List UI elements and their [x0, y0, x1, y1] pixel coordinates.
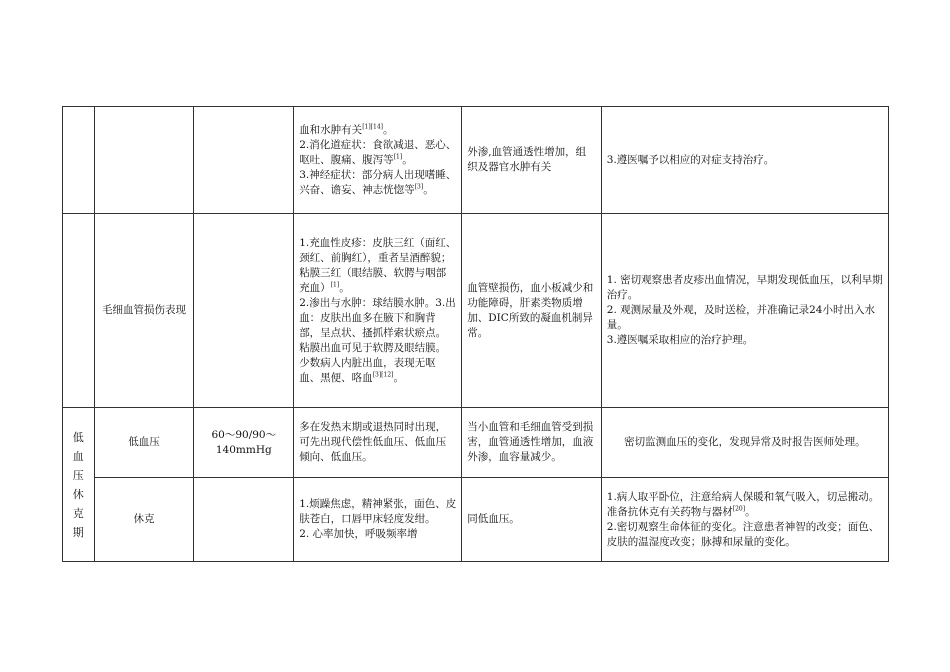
- symptom-line: 血和水肿有关[1][14]。: [299, 123, 394, 136]
- symptoms-cell: [294, 107, 462, 214]
- care-line: 1. 密切观察患者皮疹出血情况，早期发现低血压，以利早期治疗。: [606, 274, 883, 301]
- phase-cell: [63, 214, 95, 408]
- value-cell: [194, 214, 294, 408]
- value-cell: 60～90/90～140mmHg: [194, 408, 294, 478]
- symptom-line: 1.烦躁焦虑，精神紧张，面色、皮肤苍白，口唇甲床轻度发绀。: [299, 498, 457, 525]
- symptom-line: 2. 心率加快，呼吸频率增: [299, 528, 418, 540]
- care-cell: [601, 214, 888, 408]
- value-cell: [194, 107, 294, 214]
- care-cell: [601, 107, 888, 214]
- care-line: 3.遵医嘱采取相应的治疗护理。: [606, 334, 754, 346]
- table-row: [63, 107, 889, 214]
- mechanism-cell: 外渗,血管通透性增加，组织及器官水肿有关: [462, 107, 602, 214]
- symptoms-cell: [294, 408, 462, 478]
- care-line: 3.遵医嘱予以相应的对症支持治疗。: [606, 153, 775, 166]
- value-cell: [194, 478, 294, 562]
- table-row: [63, 214, 889, 408]
- table-row: [63, 408, 889, 478]
- care-cell: [601, 408, 888, 478]
- item-cell: 低血压: [94, 408, 194, 478]
- symptom-line: 2.消化道症状：食欲减退、恶心、呕吐、腹痛、腹泻等[1]。: [299, 138, 457, 166]
- item-cell: 休克: [94, 478, 194, 562]
- care-cell: [601, 478, 888, 562]
- item-cell: 毛细血管损伤表现: [94, 214, 194, 408]
- symptom-line: 1.充血性皮疹：皮肤三红（面红、颈红、前胸红），重者呈酒醉貌；粘膜三红（眼结膜、软腭与咽部充血）[1]。: [299, 236, 457, 294]
- care-line: 密切监测血压的变化，发现异常及时报告医师处理。: [624, 436, 866, 448]
- phase-cell: [63, 408, 95, 562]
- phase-cell: [63, 107, 95, 214]
- symptoms-cell: [294, 478, 462, 562]
- item-cell: [94, 107, 194, 214]
- symptom-line: 多在发热末期或退热同时出现，可先出现代偿性低血压、低血压倾向、低血压。: [299, 421, 447, 463]
- care-table: [62, 106, 889, 562]
- table-row: [63, 478, 889, 562]
- symptom-line: 3.神经症状：部分病人出现嗜睡、兴奋、谵妄、神志恍惚等[3]。: [299, 168, 457, 196]
- care-line: 2. 观测尿量及外观，及时送检，并准确记录24小时出入水量。: [606, 304, 875, 331]
- mechanism-cell: 当小血管和毛细血管受到损害，血管通透性增加，血液外渗，血容量减少。: [462, 408, 602, 478]
- symptom-line: 2.渗出与水肿：球结膜水肿。3.出血：皮肤出血多在腋下和胸背部，呈点状、搔抓样索状瘀点。粘膜出血可见于软腭及眼结膜。少数病人内脏出血，表现无呕血、黑便、咯血[3][12]。: [299, 296, 456, 384]
- mechanism-cell: 同低血压。: [462, 478, 602, 562]
- phase-label: 低血压休克期: [72, 430, 84, 539]
- care-line: 1.病人取平卧位，注意给病人保暖和氧气吸入，切忌搬动。准备抗休克有关药物与器材[20]。: [606, 490, 880, 518]
- mechanism-cell: 血管壁损伤，血小板减少和功能障碍，肝素类物质增加、DIC所致的凝血机制异常。: [462, 214, 602, 408]
- care-line: 2.密切观察生命体征的变化。注意患者神智的改变；面色、皮肤的温湿度改变；脉搏和尿量的变化。: [606, 520, 880, 548]
- symptoms-cell: [294, 214, 462, 408]
